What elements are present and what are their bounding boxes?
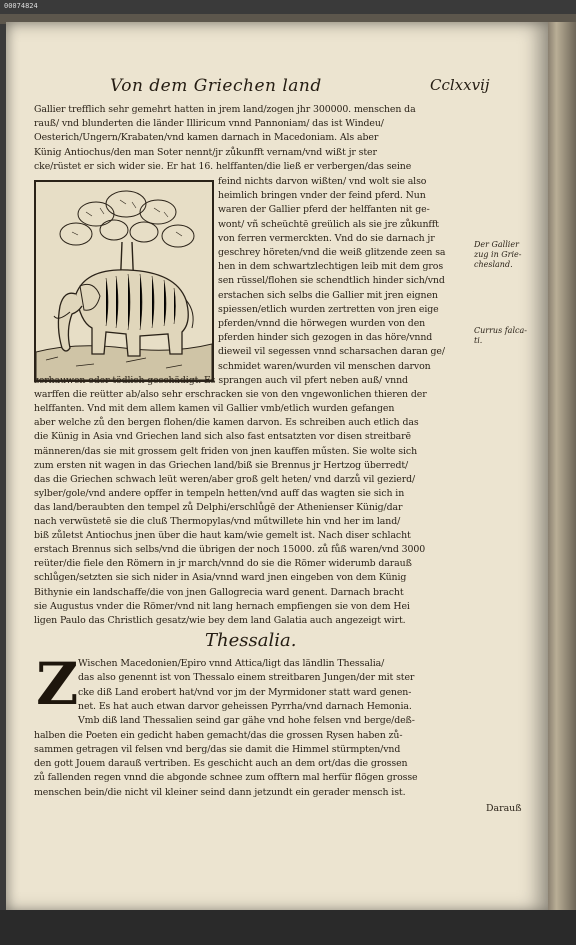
text-line: rauß/ vnd blunderten die länder Illiricum vnnd Pannoniam/ das ist Windeu/ (34, 118, 384, 130)
text-line: schlůgen/setzten sie sich nider in Asia/vnnd ward jnen eingeben von dem Künig (34, 572, 407, 584)
text-line: pferden/vnnd die hörwegen wurden von den (218, 318, 426, 329)
text-line: männeren/das sie mit grossem gelt friden von jnen kauffen műsten. Sie wolte sich (34, 445, 418, 457)
text-line: aber welche zů den bergen flohen/die kamen darvon. Es schreiben auch etlich das (34, 417, 419, 429)
text-line: hen in dem schwartzlechtigen leib mit dem gros (218, 261, 444, 273)
text-line: zů fallenden regen vnnd die abgonde schnee zum offtern mal herfür flögen grosse (34, 772, 418, 784)
text-line: von ferren vermerckten. Vnd do sie darnach jr (218, 232, 435, 244)
text-line: nach verwüstetē sie die cluß Thermopylas/vnd műtwillete hin vnd her im land/ (34, 516, 401, 527)
text-line: den gott Jouem darauß vertriben. Es geschicht auch an dem ort/das die grossen (34, 758, 408, 770)
margin-note-line: ti. (474, 336, 483, 345)
text-line: sen rüssel/flohen sie schendtlich hinder sich/vnd (218, 275, 445, 287)
elephant-woodcut-illustration (34, 180, 214, 382)
text-line: pferden hinder sich gezogen in das höre/vnnd (218, 332, 433, 344)
text-line: zerhauwen oder tödlich geschädigt. Es sprangen auch vil pfert neben auß/ vnnd (34, 375, 408, 386)
text-line: net. Es hat auch etwan darvor geheissen Pyrrha/vnd darnach Hemonia. (78, 700, 412, 712)
text-line: cke/rüstet er sich wider sie. Er hat 16. helffanten/die ließ er verbergen/das seine (34, 160, 412, 172)
text-line: reüter/die fiele den Römern in jr march/vnnd do sie die Römer widerumb darauß (34, 558, 412, 570)
margin-note-line: Der Gallier (474, 240, 519, 249)
text-line: das die Griechen schwach leüt weren/aber groß gelt heten/ vnd darzů vil gezierd/ (34, 473, 416, 485)
text-line: Bithynie ein landschaffe/die von jnen Gallogrecia ward genent. Darnach bracht (34, 586, 404, 598)
text-line: sylber/gole/vnd andere opffer in tempeln hetten/vnd auff das wagten sie sich in (34, 487, 405, 499)
text-line: schmidet waren/wurden vil menschen darvon (218, 360, 431, 372)
margin-note-line: chesland. (474, 260, 513, 269)
text-line: dieweil vil segessen vnnd scharsachen daran ge/ (218, 346, 445, 358)
scan-bottom-border (0, 910, 576, 945)
text-line: cke diß Land erobert hat/vnd vor jm der Myrmidoner statt ward genen- (78, 686, 412, 698)
scan-id-label: 00074824 (4, 2, 38, 10)
text-line: Wischen Macedonien/Epiro vnnd Attica/ligt das ländlin Thessalia/ (78, 658, 385, 669)
folio-number: Cclxxvij (430, 76, 490, 94)
text-line: spiessen/etlich wurden zertretten von jren eige (218, 303, 439, 315)
text-line: das land/beraubten den tempel zů Delphi/erschlůgē der Athenienser Künig/dar (34, 501, 403, 513)
text-line: heimlich bringen vnder der feind pferd. Nun (218, 190, 426, 202)
text-line: zum ersten nit wagen in das Griechen land/biß sie Brennus jr Hertzog überredt/ (34, 459, 409, 471)
margin-note-currus (474, 326, 527, 346)
margin-note-line: zug in Grie- (474, 250, 522, 259)
running-header: Von dem Griechen land (110, 76, 322, 96)
section-heading: Thessalia. (205, 630, 297, 651)
text-line: biß zůletst Antiochus jnen über die haut kam/wie gemelt ist. Nach diser schlacht (34, 530, 411, 542)
text-line: feind nichts darvon wißten/ vnd wolt sie also (218, 176, 427, 187)
text-line: die Künig in Asia vnd Griechen land sich also fast entsatzten vor disen streitbarē (34, 431, 411, 443)
text-line: waren der Gallier pferd der helffanten nit ge- (218, 204, 430, 216)
text-line: erstachen sich selbs die Gallier mit jren eignen (218, 289, 438, 301)
text-line: menschen bein/die nicht vil kleiner seind dann jetzundt ein gerader mensch ist. (34, 786, 406, 798)
text-line: Gallier trefflich sehr gemehrt hatten in jrem land/zogen jhr 300000. menschen da (34, 104, 416, 115)
text-line: ligen Paulo das Christlich gesatz/wie bey dem land Galatia auch angezeigt wirt. (34, 614, 406, 626)
text-line: erstach Brennus sich selbs/vnd die übrigen der noch 15000. zů fůß waren/vnd 3000 (34, 544, 426, 556)
text-line: sie Augustus vnder die Römer/vnd nit lang hernach empfiengen sie von dem Hei (34, 600, 410, 612)
text-line: helffanten. Vnd mit dem allem kamen vil Gallier vmb/etlich wurden gefangen (34, 403, 395, 415)
text-line: geschrey höreten/vnd die weiß glitzende zeen sa (218, 247, 446, 258)
text-line: Vmb diß land Thessalien seind gar gähe vnd hohe felsen vnd berge/deß- (78, 715, 415, 727)
elephant-icon (36, 182, 212, 380)
page-edge-stack (548, 22, 576, 912)
text-line: das also genennt ist von Thessalo einem streitbaren Jungen/der mit ster (78, 672, 415, 684)
text-line: wont/ vñ scheüchtē greülich als sie jre zůkunfft (218, 218, 439, 230)
text-line: Oesterich/Ungern/Krabaten/vnd kamen darnach in Macedoniam. Als aber (34, 132, 379, 144)
text-line: warffen die reütter ab/also sehr erschracken sie von den vngewonlichen thieren der (34, 389, 427, 401)
text-line: sammen getragen vil felsen vnd berg/das sie damit die Himmel stürmpten/vnd (34, 743, 401, 755)
text-line: halben die Poeten ein gedicht haben gemacht/das die grossen Rysen haben zů- (34, 729, 403, 741)
margin-note-line: Currus falca- (474, 326, 527, 335)
margin-note-gallier (474, 240, 522, 270)
drop-capital: Z (36, 650, 79, 718)
text-line: Künig Antiochus/den man Soter nennt/jr zůkunfft vernam/vnd wißt jr ster (34, 146, 377, 158)
catchword: Darauß (486, 803, 522, 814)
